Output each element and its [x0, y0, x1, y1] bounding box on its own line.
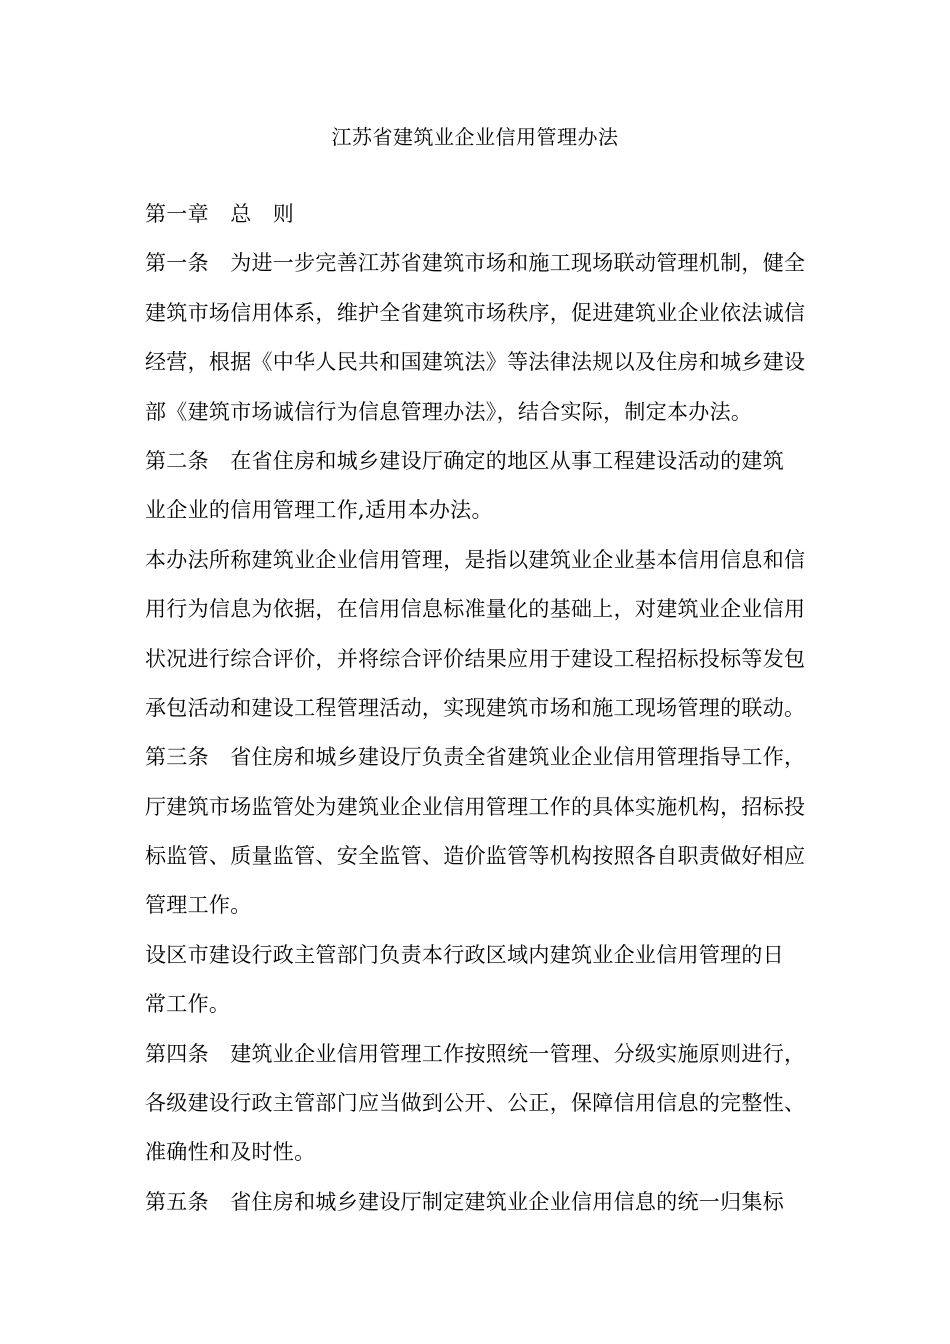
text-line: 常工作。	[145, 992, 231, 1017]
text-line: 第一条 为进一步完善江苏省建筑市场和施工现场联动管理机制，健全	[145, 251, 806, 276]
text-line: 第二条 在省住房和城乡建设厅确定的地区从事工程建设活动的建筑	[145, 448, 784, 473]
text-line: 第四条 建筑业企业信用管理工作按照统一管理、分级实施原则进行，	[145, 1041, 806, 1066]
text-line: 承包活动和建设工程管理活动，实现建筑市场和施工现场管理的联动。	[145, 695, 806, 720]
text-line: 标监管、质量监管、安全监管、造价监管等机构按照各自职责做好相应	[145, 844, 806, 869]
text-line: 设区市建设行政主管部门负责本行政区域内建筑业企业信用管理的日	[145, 942, 784, 967]
text-line: 业企业的信用管理工作,适用本办法。	[145, 498, 493, 523]
text-line: 建筑市场信用体系，维护全省建筑市场秩序，促进建筑业企业依法诚信	[145, 300, 806, 325]
text-line: 厅建筑市场监管处为建筑业企业信用管理工作的具体实施机构，招标投	[145, 794, 806, 819]
text-line: 本办法所称建筑业企业信用管理，是指以建筑业企业基本信用信息和信	[145, 547, 806, 572]
document-body	[145, 190, 815, 1227]
text-line: 状况进行综合评价，并将综合评价结果应用于建设工程招标投标等发包	[145, 646, 806, 671]
text-line: 第三条 省住房和城乡建设厅负责全省建筑业企业信用管理指导工作，	[145, 745, 806, 770]
text-line: 部《建筑市场诚信行为信息管理办法》，结合实际，制定本办法。	[145, 399, 753, 424]
text-line: 第五条 省住房和城乡建设厅制定建筑业企业信用信息的统一归集标	[145, 1189, 784, 1214]
text-line: 准确性和及时性。	[145, 1140, 316, 1165]
document-title: 江苏省建筑业企业信用管理办法	[331, 125, 619, 149]
text-line: 管理工作。	[145, 893, 252, 918]
text-line: 第一章 总 则	[145, 202, 295, 226]
text-line: 用行为信息为依据，在信用信息标准量化的基础上，对建筑业企业信用	[145, 597, 806, 622]
text-line: 各级建设行政主管部门应当做到公开、公正，保障信用信息的完整性、	[145, 1091, 806, 1116]
text-line: 经营，根据《中华人民共和国建筑法》等法律法规以及住房和城乡建设	[145, 350, 806, 375]
